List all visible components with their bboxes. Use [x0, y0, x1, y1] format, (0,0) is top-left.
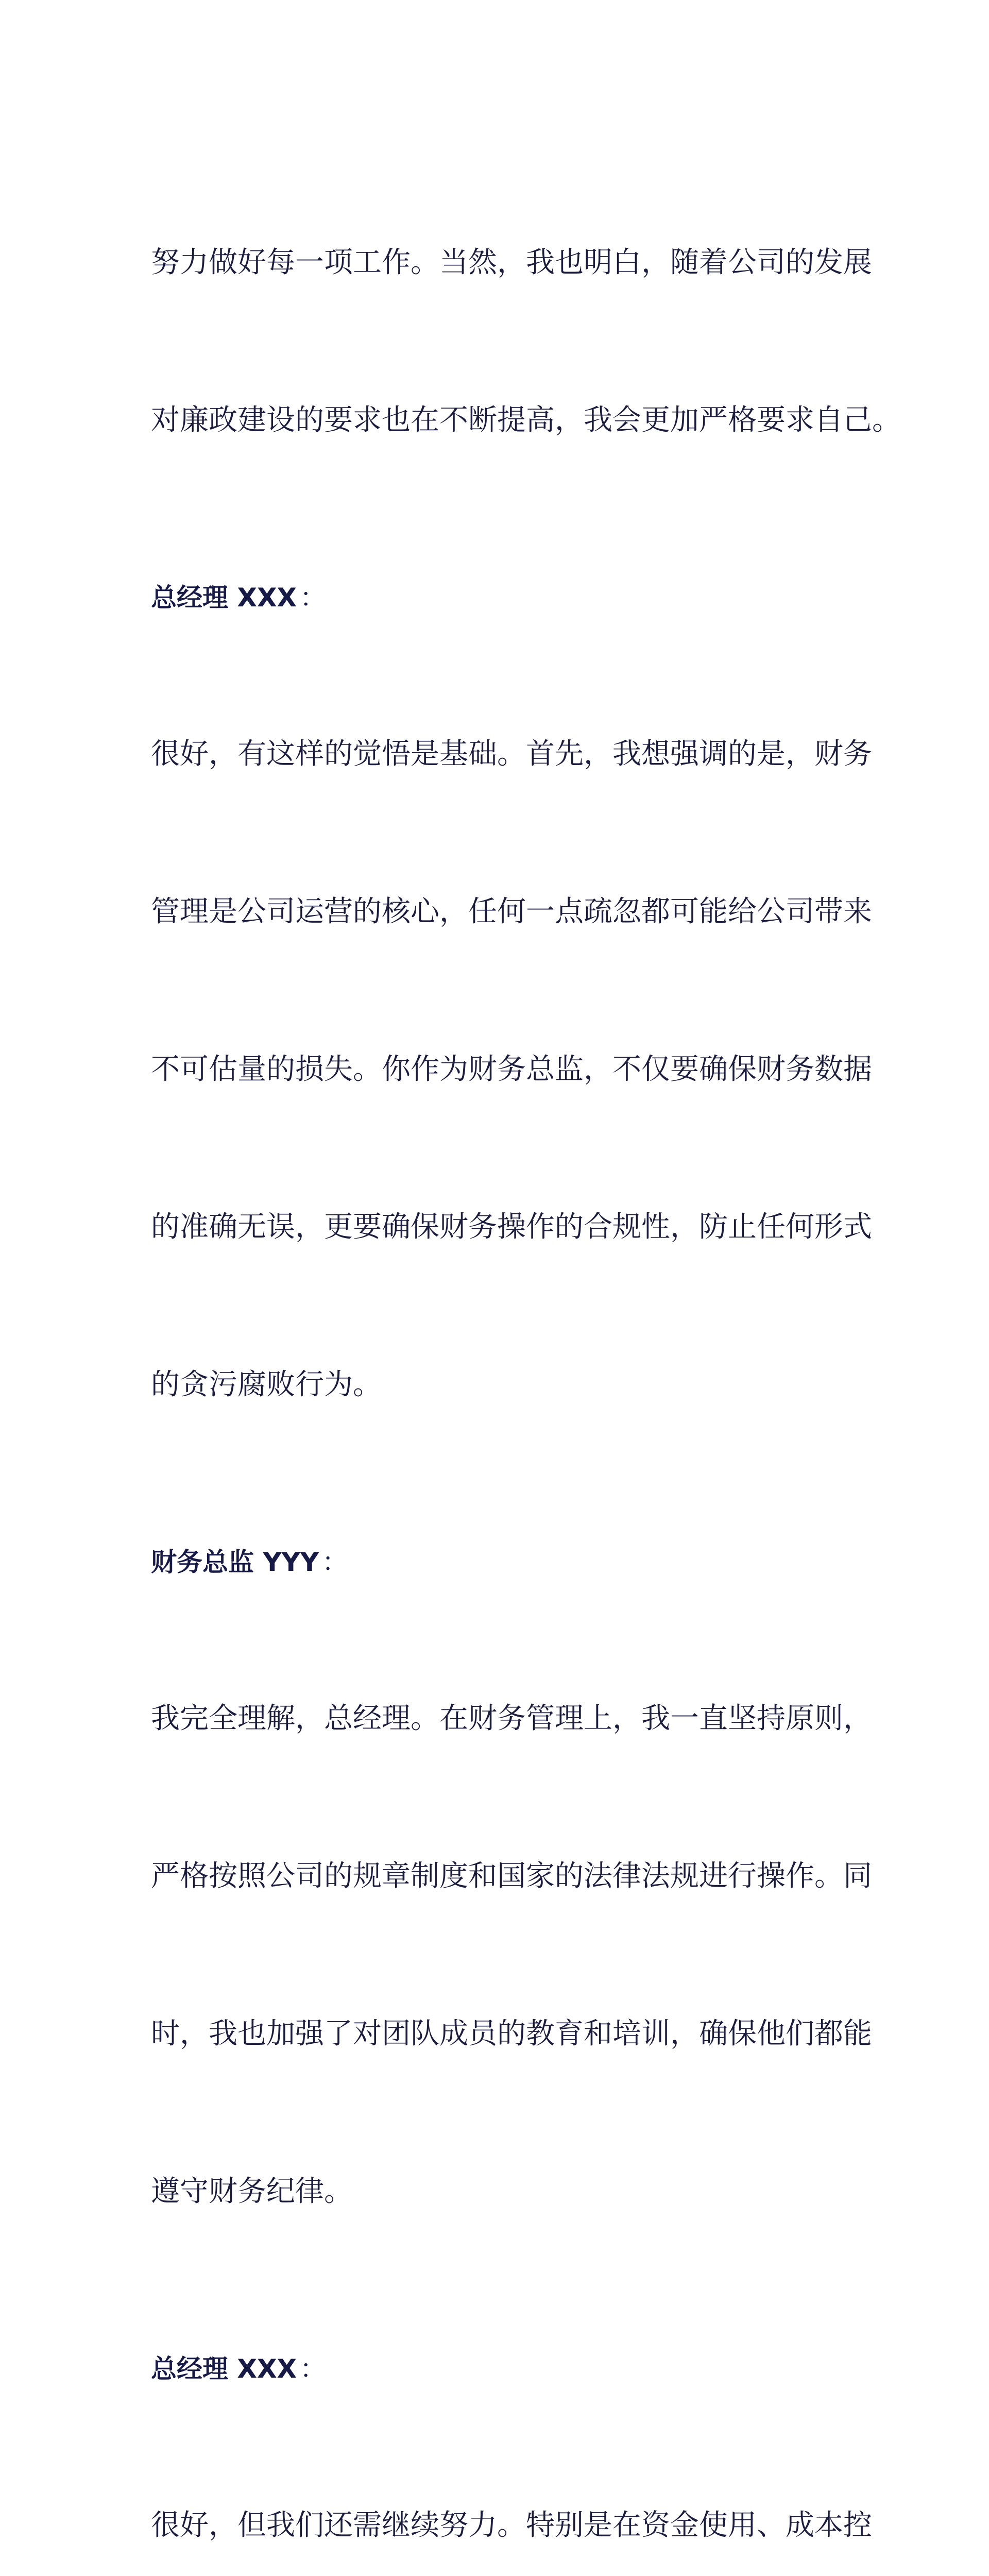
paragraph-line: 很好，有这样的觉悟是基础。首先，我想强调的是，财务	[151, 737, 872, 771]
dialogue-paragraph	[151, 1587, 872, 2323]
speaker-colon: ：	[322, 1547, 348, 1577]
paragraph-line: 我完全理解，总经理。在财务管理上，我一直坚持原则，	[151, 1702, 872, 1735]
speaker-label	[151, 1537, 851, 1587]
paragraph-line: 严格按照公司的规章制度和国家的法律法规进行操作。同	[151, 1859, 872, 1893]
dialogue-paragraph	[151, 623, 872, 1516]
paragraph-continuation	[151, 131, 901, 552]
paragraph-line: 很好，但我们还需继续努力。特别是在资金使用、成本控	[151, 2509, 872, 2542]
speaker-name: 财务总监 YYY	[151, 1547, 319, 1577]
paragraph-line: 遵守财务纪律。	[151, 2175, 353, 2208]
speaker-label	[151, 572, 851, 623]
paragraph-line: 时，我也加强了对团队成员的教育和培训，确保他们都能	[151, 2017, 872, 2050]
paragraph-line: 不可估量的损失。你作为财务总监，不仅要确保财务数据	[151, 1053, 872, 1086]
document-page	[151, 131, 901, 2576]
paragraph-line: 对廉政建设的要求也在不断提高，我会更加严格要求自己。	[151, 403, 901, 437]
speaker-name: 总经理 XXX	[151, 583, 297, 613]
paragraph-line: 努力做好每一项工作。当然，我也明白，随着公司的发展	[151, 246, 872, 279]
speaker-label	[151, 2344, 851, 2394]
speaker-name: 总经理 XXX	[151, 2354, 297, 2384]
paragraph-line: 的准确无误，更要确保财务操作的合规性，防止任何形式	[151, 1210, 872, 1244]
speaker-colon: ：	[300, 2354, 326, 2384]
speaker-colon: ：	[300, 583, 326, 613]
paragraph-line: 管理是公司运营的核心，任何一点疏忽都可能给公司带来	[151, 895, 872, 928]
dialogue-paragraph	[151, 2394, 872, 2576]
paragraph-line: 的贪污腐败行为。	[151, 1368, 382, 1401]
